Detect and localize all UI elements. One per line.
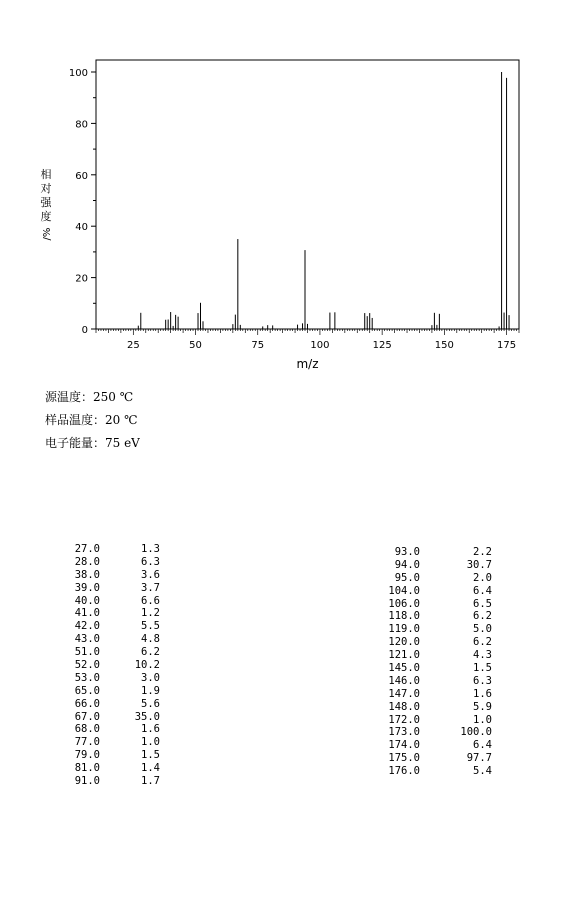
peak-row [384,585,492,598]
x-axis-label: m/z [296,357,319,371]
peak-mz: 121.0 [388,649,420,662]
peak-row [58,723,160,736]
peak-mz: 120.0 [388,636,420,649]
peak-mz: 118.0 [388,610,420,623]
peak-mz: 148.0 [388,700,420,713]
peak-intensity: 1.2 [141,607,160,620]
peak-intensity: 6.3 [141,555,160,568]
peak-intensity: 6.3 [473,674,492,687]
peak-row [58,620,160,633]
y-tick-label: 20 [75,273,88,285]
peak-mz: 95.0 [394,571,420,584]
peak-mz: 104.0 [388,584,420,597]
peak-intensity: 1.0 [141,736,160,749]
peak-intensity: 1.5 [141,749,160,762]
peak-intensity: 4.8 [141,633,160,646]
peak-mz: 176.0 [388,765,420,778]
peak-row [384,636,492,649]
peak-intensity: 5.0 [473,623,492,636]
electron-energy: 电子能量：75 eV [45,436,140,450]
peak-row [384,623,492,636]
peak-mz: 174.0 [388,739,420,752]
peak-row [58,775,160,788]
peak-row [58,633,160,646]
peak-table-left [58,543,160,788]
y-tick-label: 40 [75,222,88,234]
x-tick-label: 150 [434,340,454,351]
peak-row [58,582,160,595]
peak-mz: 93.0 [394,546,420,558]
peak-mz: 119.0 [388,623,420,636]
peak-row [384,649,492,662]
peak-row [58,736,160,749]
peak-intensity: 1.9 [141,684,160,697]
peak-row [58,762,160,775]
peak-mz: 147.0 [388,687,420,700]
source-temperature: 源温度：250 ℃ [45,390,134,404]
peak-intensity: 5.5 [141,620,160,633]
peak-row [384,675,492,688]
peak-mz: 81.0 [74,762,100,775]
y-tick-label: 80 [75,119,88,131]
peak-intensity: 1.4 [141,762,160,775]
peak-intensity: 6.5 [473,597,492,610]
peak-mz: 53.0 [74,671,100,684]
peak-intensity: 1.3 [141,543,160,555]
peak-intensity: 1.6 [141,723,160,736]
peak-intensity: 5.9 [473,700,492,713]
peak-mz: 67.0 [74,710,100,723]
plot-frame [96,60,519,329]
peak-mz: 68.0 [74,723,100,736]
x-tick-label: 125 [372,340,392,351]
peak-mz: 91.0 [74,775,100,788]
peak-mz: 173.0 [388,726,420,739]
peak-intensity: 2.2 [473,546,492,558]
peak-row [58,569,160,582]
peak-intensity: 10.2 [134,659,160,672]
chart-peaks [138,72,509,329]
peak-mz: 146.0 [388,674,420,687]
y-axis-label-char: 对 [40,182,52,195]
mass-spectrum-chart [0,0,570,380]
peak-intensity: 3.6 [141,568,160,581]
peak-intensity: 5.4 [473,765,492,778]
peak-row [384,662,492,675]
peak-intensity: 6.6 [141,594,160,607]
y-axis-label-char: 相 [40,168,52,181]
peak-row [384,688,492,701]
x-tick-label: 75 [251,340,265,351]
peak-intensity: 100.0 [460,726,492,739]
peak-row [384,714,492,727]
peak-row [58,607,160,620]
peak-row [58,749,160,762]
peak-intensity: 30.7 [466,558,492,571]
peak-intensity: 3.7 [141,581,160,594]
peak-row [58,659,160,672]
peak-row [384,739,492,752]
peak-intensity: 6.4 [473,739,492,752]
peak-mz: 77.0 [74,736,100,749]
peak-row [384,752,492,765]
peak-row [58,556,160,569]
peak-mz: 106.0 [388,597,420,610]
peak-row [384,701,492,714]
peak-row [384,765,492,778]
peak-mz: 65.0 [74,684,100,697]
peak-row [58,685,160,698]
peak-row [384,610,492,623]
x-tick-label: 25 [126,340,140,351]
peak-intensity: 4.3 [473,649,492,662]
sample-temperature: 样品温度：20 ℃ [45,413,138,427]
peak-mz: 40.0 [74,594,100,607]
peak-mz: 66.0 [74,697,100,710]
peak-row [58,672,160,685]
peak-row [384,546,492,559]
x-tick-label: 50 [189,340,202,351]
peak-intensity: 6.2 [141,646,160,659]
x-tick-label: 100 [310,340,330,351]
peak-row [58,543,160,556]
peak-mz: 145.0 [388,662,420,675]
peak-mz: 27.0 [74,543,100,555]
peak-row [58,595,160,608]
peak-mz: 175.0 [388,752,420,765]
y-tick-label: 100 [68,68,88,79]
peak-mz: 39.0 [74,581,100,594]
peak-intensity: 1.0 [473,713,492,726]
chart-labels [41,68,517,371]
peak-row [58,646,160,659]
peak-intensity: 1.5 [473,662,492,675]
peak-mz: 43.0 [74,633,100,646]
y-axis-label-unit: /% [42,227,53,241]
peak-row [384,598,492,611]
peak-intensity: 2.0 [473,571,492,584]
peak-table-right [384,546,492,778]
peak-intensity: 35.0 [134,710,160,723]
peak-row [384,726,492,739]
x-tick-label: 175 [497,340,517,351]
peak-mz: 94.0 [394,558,420,571]
peak-mz: 79.0 [74,749,100,762]
peak-intensity: 1.6 [473,687,492,700]
peak-mz: 38.0 [74,568,100,581]
peak-mz: 42.0 [74,620,100,633]
peak-intensity: 97.7 [466,752,492,765]
y-axis-label-char: 度 [40,210,52,223]
peak-intensity: 3.0 [141,671,160,684]
peak-intensity: 6.4 [473,584,492,597]
peak-mz: 41.0 [74,607,100,620]
peak-row [384,559,492,572]
peak-row [384,572,492,585]
peak-intensity: 6.2 [473,636,492,649]
peak-mz: 28.0 [74,555,100,568]
peak-mz: 172.0 [388,713,420,726]
y-tick-label: 60 [75,170,88,182]
peak-row [58,711,160,724]
peak-intensity: 1.7 [141,775,160,788]
peak-intensity: 5.6 [141,697,160,710]
peak-intensity: 6.2 [473,610,492,623]
y-axis-label-char: 强 [40,196,52,209]
y-tick-label: 0 [81,325,88,336]
peak-mz: 51.0 [74,646,100,659]
peak-mz: 52.0 [74,659,100,672]
peak-row [58,698,160,711]
